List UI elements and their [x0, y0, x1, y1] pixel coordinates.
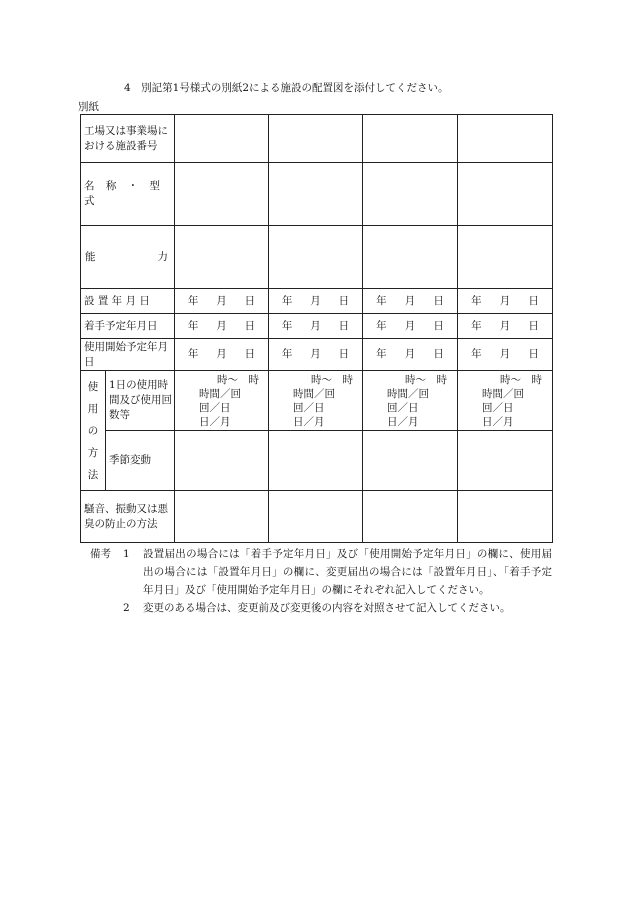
cell-seasonal-2[interactable] — [269, 431, 363, 491]
cell-facility-number-4[interactable] — [458, 115, 553, 163]
unit-month: 月 — [310, 348, 321, 360]
method-char: 用 — [87, 402, 99, 415]
unit-month: 月 — [310, 294, 321, 307]
remark-item — [90, 545, 552, 599]
method-char: 使 — [87, 380, 99, 393]
remark-text: 設置届出の場合には「着手予定年月日」及び「使用開始予定年月日」の欄に、使用届出の場合には「設置年月日」の欄に、変更届出の場合には「設置年月日」、「着手予定年月日」及び「使用開始予定年月日」の欄にそれぞれ記入してください。 — [143, 548, 552, 596]
unit-year: 年 — [187, 294, 199, 307]
method-char: の — [87, 424, 99, 437]
cell-ability-2[interactable] — [269, 226, 363, 289]
cell-seasonal-4[interactable] — [458, 431, 553, 491]
cell-prevention-2[interactable] — [269, 491, 363, 543]
unit-month: 月 — [499, 294, 511, 307]
unit-day: 日 — [338, 294, 350, 307]
unit-year: 年 — [471, 348, 482, 360]
cell-ability-3[interactable] — [363, 226, 458, 289]
cell-daily-use-3[interactable]: 時～ 時 時間／回 回／日 日／月 — [363, 371, 458, 431]
label-install-date: 設 置 年 月 日 — [81, 289, 175, 314]
row-start-work-date — [81, 314, 553, 339]
unit-day: 日 — [528, 348, 539, 360]
unit-year: 年 — [471, 294, 482, 307]
row-prevention — [81, 491, 553, 543]
row-seasonal — [81, 431, 553, 491]
remarks — [90, 545, 552, 617]
remark-number: 2 — [123, 602, 130, 614]
cell-prevention-4[interactable] — [458, 491, 553, 543]
row-install-date — [81, 289, 553, 314]
unit-day: 日 — [338, 348, 350, 360]
unit-year: 年 — [187, 319, 199, 332]
label-prevention: 騒音、振動又は悪臭の防止の方法 — [81, 491, 175, 543]
method-char: 方 — [87, 446, 99, 459]
cell-daily-use-4[interactable]: 時～ 時 時間／回 回／日 日／月 — [458, 371, 553, 431]
cell-ability-1[interactable] — [175, 226, 269, 289]
unit-year: 年 — [281, 319, 293, 332]
label-facility-number: 工場又は事業場における施設番号 — [81, 115, 175, 163]
unit-month: 月 — [404, 319, 416, 332]
cell-install-date-3[interactable] — [363, 289, 458, 314]
unit-month: 月 — [216, 294, 227, 307]
label-method-of-use — [81, 371, 106, 491]
unit-day: 日 — [244, 348, 256, 360]
cell-start-use-date-3[interactable] — [363, 339, 458, 371]
row-name-model — [81, 163, 553, 226]
cell-start-work-date-1[interactable] — [175, 314, 269, 339]
cell-facility-number-2[interactable] — [269, 115, 363, 163]
cell-daily-use-2[interactable]: 時～ 時 時間／回 回／日 日／月 — [269, 371, 363, 431]
cell-daily-use-1[interactable]: 時～ 時 時間／回 回／日 日／月 — [175, 371, 269, 431]
unit-year: 年 — [187, 348, 199, 360]
unit-day: 日 — [244, 319, 256, 332]
row-ability — [81, 226, 553, 289]
unit-month: 月 — [499, 348, 511, 360]
row-facility-number — [81, 115, 553, 163]
cell-start-use-date-1[interactable] — [175, 339, 269, 371]
cell-start-use-date-2[interactable] — [269, 339, 363, 371]
cell-seasonal-3[interactable] — [363, 431, 458, 491]
cell-install-date-1[interactable] — [175, 289, 269, 314]
label-name-model: 名 称 ・ 型 式 — [81, 163, 175, 226]
cell-prevention-1[interactable] — [175, 491, 269, 543]
unit-month: 月 — [404, 294, 416, 307]
facility-form-table — [80, 114, 553, 543]
unit-year: 年 — [281, 348, 293, 360]
method-char: 法 — [87, 468, 99, 481]
unit-day: 日 — [528, 319, 539, 332]
cell-install-date-4[interactable] — [458, 289, 553, 314]
unit-month: 月 — [404, 348, 416, 360]
remarks-heading: 備考 — [90, 548, 111, 560]
attachment-note: 4 別記第1号様式の別紙2による施設の配置図を添付してください。 — [124, 82, 449, 94]
cell-start-work-date-2[interactable] — [269, 314, 363, 339]
cell-install-date-2[interactable] — [269, 289, 363, 314]
unit-year: 年 — [376, 319, 387, 332]
cell-prevention-3[interactable] — [363, 491, 458, 543]
label-ability-left: 能 — [85, 250, 96, 263]
row-daily-use — [81, 371, 553, 431]
remark-text: 変更のある場合は、変更前及び変更後の内容を対照させて記入してください。 — [143, 602, 511, 614]
remark-item — [90, 599, 552, 617]
unit-month: 月 — [499, 319, 511, 332]
cell-name-model-3[interactable] — [363, 163, 458, 226]
label-ability — [81, 226, 175, 289]
annex-label: 別紙 — [78, 101, 99, 113]
unit-year: 年 — [471, 319, 482, 332]
cell-start-use-date-4[interactable] — [458, 339, 553, 371]
cell-name-model-1[interactable] — [175, 163, 269, 226]
cell-start-work-date-4[interactable] — [458, 314, 553, 339]
unit-day: 日 — [433, 348, 444, 360]
unit-year: 年 — [376, 294, 387, 307]
label-seasonal: 季節変動 — [106, 431, 175, 491]
label-daily-use: 1日の使用時間及び使用回数等 — [106, 371, 175, 431]
cell-name-model-2[interactable] — [269, 163, 363, 226]
unit-year: 年 — [281, 294, 293, 307]
cell-name-model-4[interactable] — [458, 163, 553, 226]
unit-day: 日 — [244, 294, 256, 307]
unit-month: 月 — [310, 319, 321, 332]
cell-facility-number-3[interactable] — [363, 115, 458, 163]
unit-day: 日 — [338, 319, 350, 332]
label-start-work-date: 着手予定年月日 — [81, 314, 175, 339]
remark-number: 1 — [123, 548, 130, 560]
unit-day: 日 — [433, 319, 444, 332]
cell-seasonal-1[interactable] — [175, 431, 269, 491]
cell-ability-4[interactable] — [458, 226, 553, 289]
unit-month: 月 — [216, 348, 227, 360]
unit-day: 日 — [528, 294, 539, 307]
unit-year: 年 — [376, 348, 387, 360]
unit-day: 日 — [433, 294, 444, 307]
cell-start-work-date-3[interactable] — [363, 314, 458, 339]
label-ability-right: 力 — [157, 250, 168, 263]
label-start-use-date: 使用開始予定年月日 — [81, 339, 175, 371]
unit-month: 月 — [216, 319, 227, 332]
cell-facility-number-1[interactable] — [175, 115, 269, 163]
row-start-use-date — [81, 339, 553, 371]
